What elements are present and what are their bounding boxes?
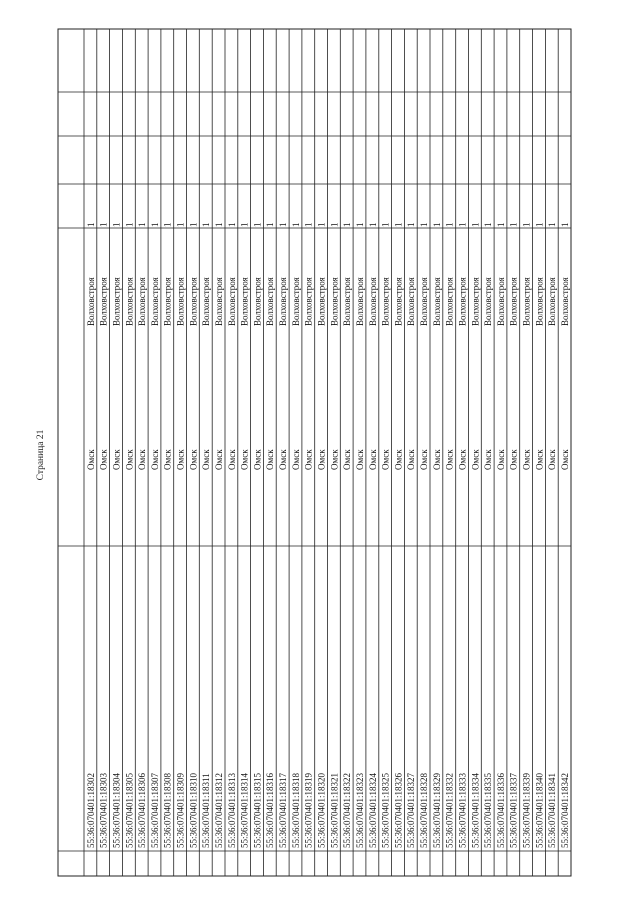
count-cell: 1: [85, 222, 96, 227]
city-cell: Омск: [85, 449, 96, 470]
count-cell: 1: [431, 222, 442, 227]
cadastral-number-cell: 55:36:070401:18311: [201, 773, 212, 848]
cadastral-number-cell: 55:36:070401:18333: [457, 772, 468, 848]
cadastral-number-cell: 55:36:070401:18340: [534, 772, 545, 848]
count-cell: 1: [457, 222, 468, 227]
count-cell: 1: [265, 222, 276, 227]
city-cell: Омск: [137, 449, 148, 470]
count-cell: 1: [201, 222, 212, 227]
city-cell: Омск: [547, 449, 558, 470]
city-cell: Омск: [508, 449, 519, 470]
cadastral-number-cell: 55:36:070401:18325: [380, 772, 391, 848]
cadastral-number-cell: 55:36:070401:18326: [393, 772, 404, 848]
cadastral-number-cell: 55:36:070401:18341: [547, 772, 558, 848]
street-cell: Волховстроя: [137, 277, 148, 326]
cadastral-number-cell: 55:36:070401:18332: [444, 772, 455, 848]
count-cell: 1: [419, 222, 429, 227]
cadastral-number-cell: 55:36:070401:18329: [431, 772, 442, 848]
city-cell: Омск: [342, 449, 353, 470]
city-cell: Омск: [124, 449, 135, 470]
cadastral-number-cell: 55:36:070401:18307: [149, 772, 160, 848]
count-cell: 1: [226, 222, 237, 227]
cadastral-number-cell: 55:36:070401:18312: [214, 772, 224, 848]
count-cell: 1: [252, 222, 263, 227]
street-cell: Волховстроя: [214, 277, 224, 326]
street-cell: Волховстроя: [111, 277, 122, 326]
count-cell: 1: [495, 222, 506, 227]
street-cell: Волховстроя: [495, 277, 506, 326]
count-cell: 1: [508, 222, 519, 227]
cadastral-number-cell: 55:36:070401:18314: [239, 772, 250, 848]
city-cell: Омск: [329, 449, 340, 470]
cadastral-number-cell: 55:36:070401:18303: [98, 772, 109, 848]
cadastral-number-cell: 55:36:070401:18327: [406, 772, 417, 848]
rotated-table: [58, 29, 571, 876]
street-cell: Волховстроя: [329, 277, 340, 326]
street-cell: Волховстроя: [521, 277, 532, 326]
count-cell: 1: [534, 222, 545, 227]
count-cell: 1: [444, 222, 455, 227]
street-cell: Волховстроя: [175, 277, 186, 326]
street-cell: Волховстроя: [124, 277, 135, 326]
count-cell: 1: [483, 222, 494, 227]
street-cell: Волховстроя: [252, 277, 263, 326]
street-cell: Волховстроя: [149, 277, 160, 326]
street-cell: Волховстроя: [354, 277, 365, 326]
cadastral-number-cell: 55:36:070401:18321: [329, 772, 340, 848]
cadastral-number-cell: 55:36:070401:18342: [560, 772, 570, 848]
street-cell: Волховстроя: [367, 277, 378, 326]
count-cell: 1: [149, 222, 160, 227]
cadastral-number-cell: 55:36:070401:18304: [111, 772, 122, 848]
street-cell: Волховстроя: [201, 277, 212, 326]
city-cell: Омск: [214, 449, 224, 470]
cadastral-number-cell: 55:36:070401:18323: [354, 772, 365, 848]
count-cell: 1: [521, 222, 532, 227]
count-cell: 1: [342, 222, 353, 227]
city-cell: Омск: [431, 449, 442, 470]
cadastral-number-cell: 55:36:070401:18318: [290, 772, 301, 848]
count-cell: 1: [560, 222, 570, 227]
street-cell: Волховстроя: [98, 277, 109, 326]
cadastral-number-cell: 55:36:070401:18335: [483, 772, 494, 848]
city-cell: Омск: [278, 449, 289, 470]
street-cell: Волховстроя: [406, 277, 417, 326]
count-cell: 1: [316, 222, 327, 227]
city-cell: Омск: [149, 449, 160, 470]
city-cell: Омск: [534, 449, 545, 470]
street-cell: Волховстроя: [508, 277, 519, 326]
city-cell: Омск: [495, 449, 506, 470]
street-cell: Волховстроя: [290, 277, 301, 326]
count-cell: 1: [470, 222, 481, 227]
cadastral-number-cell: 55:36:070401:18322: [342, 772, 353, 848]
city-cell: Омск: [226, 449, 237, 470]
cadastral-number-cell: 55:36:070401:18320: [316, 772, 327, 848]
cadastral-number-cell: 55:36:070401:18302: [85, 772, 96, 848]
city-cell: Омск: [457, 449, 468, 470]
count-cell: 1: [111, 222, 122, 227]
street-cell: Волховстроя: [457, 277, 468, 326]
street-cell: Волховстроя: [239, 277, 250, 326]
page-number-caption: Страница 21: [36, 429, 46, 481]
count-cell: 1: [124, 222, 135, 227]
city-cell: Омск: [560, 449, 570, 470]
count-cell: 1: [290, 222, 301, 227]
street-cell: Волховстроя: [278, 277, 289, 326]
cadastral-number-cell: 55:36:070401:18328: [419, 772, 429, 848]
street-cell: Волховстроя: [560, 277, 570, 326]
count-cell: 1: [367, 222, 378, 227]
city-cell: Омск: [98, 449, 109, 470]
cadastral-number-cell: 55:36:070401:18309: [175, 772, 186, 848]
cadastral-number-cell: 55:36:070401:18308: [162, 772, 173, 848]
street-cell: Волховстроя: [85, 277, 96, 326]
street-cell: Волховстроя: [188, 277, 199, 326]
count-cell: 1: [175, 222, 186, 227]
city-cell: Омск: [419, 449, 429, 470]
street-cell: Волховстроя: [534, 277, 545, 326]
city-cell: Омск: [316, 449, 327, 470]
count-cell: 1: [354, 222, 365, 227]
count-cell: 1: [188, 222, 199, 227]
cadastral-number-cell: 55:36:070401:18310: [188, 772, 199, 848]
city-cell: Омск: [483, 449, 494, 470]
count-cell: 1: [380, 222, 391, 227]
city-cell: Омск: [380, 449, 391, 470]
cadastral-number-cell: 55:36:070401:18324: [367, 772, 378, 848]
count-cell: 1: [214, 222, 224, 227]
cadastral-number-cell: 55:36:070401:18315: [252, 772, 263, 848]
street-cell: Волховстроя: [316, 277, 327, 326]
count-cell: 1: [393, 222, 404, 227]
count-cell: 1: [239, 222, 250, 227]
city-cell: Омск: [252, 449, 263, 470]
city-cell: Омск: [444, 449, 455, 470]
count-cell: 1: [329, 222, 340, 227]
city-cell: Омск: [303, 449, 314, 470]
city-cell: Омск: [188, 449, 199, 470]
street-cell: Волховстроя: [419, 277, 429, 326]
city-cell: Омск: [393, 449, 404, 470]
street-cell: Волховстроя: [162, 277, 173, 326]
cadastral-number-cell: 55:36:070401:18336: [495, 772, 506, 848]
cadastral-number-cell: 55:36:070401:18319: [303, 772, 314, 848]
street-cell: Волховстроя: [547, 277, 558, 326]
cadastral-number-cell: 55:36:070401:18339: [521, 772, 532, 848]
street-cell: Волховстроя: [444, 277, 455, 326]
cadastral-number-cell: 55:36:070401:18305: [124, 772, 135, 848]
city-cell: Омск: [367, 449, 378, 470]
street-cell: Волховстроя: [470, 277, 481, 326]
city-cell: Омск: [521, 449, 532, 470]
cadastral-number-cell: 55:36:070401:18313: [226, 772, 237, 848]
cadastral-number-cell: 55:36:070401:18337: [508, 772, 519, 848]
count-cell: 1: [137, 222, 148, 227]
street-cell: Волховстроя: [342, 277, 353, 326]
count-cell: 1: [303, 222, 314, 227]
city-cell: Омск: [290, 449, 301, 470]
street-cell: Волховстроя: [380, 277, 391, 326]
city-cell: Омск: [201, 449, 212, 470]
street-cell: Волховстроя: [393, 277, 404, 326]
cadastral-number-cell: 55:36:070401:18317: [278, 772, 289, 848]
count-cell: 1: [406, 222, 417, 227]
city-cell: Омск: [265, 449, 276, 470]
count-cell: 1: [547, 222, 558, 227]
street-cell: Волховстроя: [303, 277, 314, 326]
street-cell: Волховстроя: [483, 277, 494, 326]
count-cell: 1: [98, 222, 109, 227]
city-cell: Омск: [239, 449, 250, 470]
count-cell: 1: [162, 222, 173, 227]
city-cell: Омск: [406, 449, 417, 470]
cadastral-number-cell: 55:36:070401:18306: [137, 772, 148, 848]
street-cell: Волховстроя: [431, 277, 442, 326]
city-cell: Омск: [162, 449, 173, 470]
count-cell: 1: [278, 222, 289, 227]
city-cell: Омск: [111, 449, 122, 470]
city-cell: Омск: [354, 449, 365, 470]
city-cell: Омск: [470, 449, 481, 470]
street-cell: Волховстроя: [265, 277, 276, 326]
street-cell: Волховстроя: [226, 277, 237, 326]
cadastral-number-cell: 55:36:070401:18316: [265, 772, 276, 848]
cadastral-number-cell: 55:36:070401:18334: [470, 772, 481, 848]
city-cell: Омск: [175, 449, 186, 470]
